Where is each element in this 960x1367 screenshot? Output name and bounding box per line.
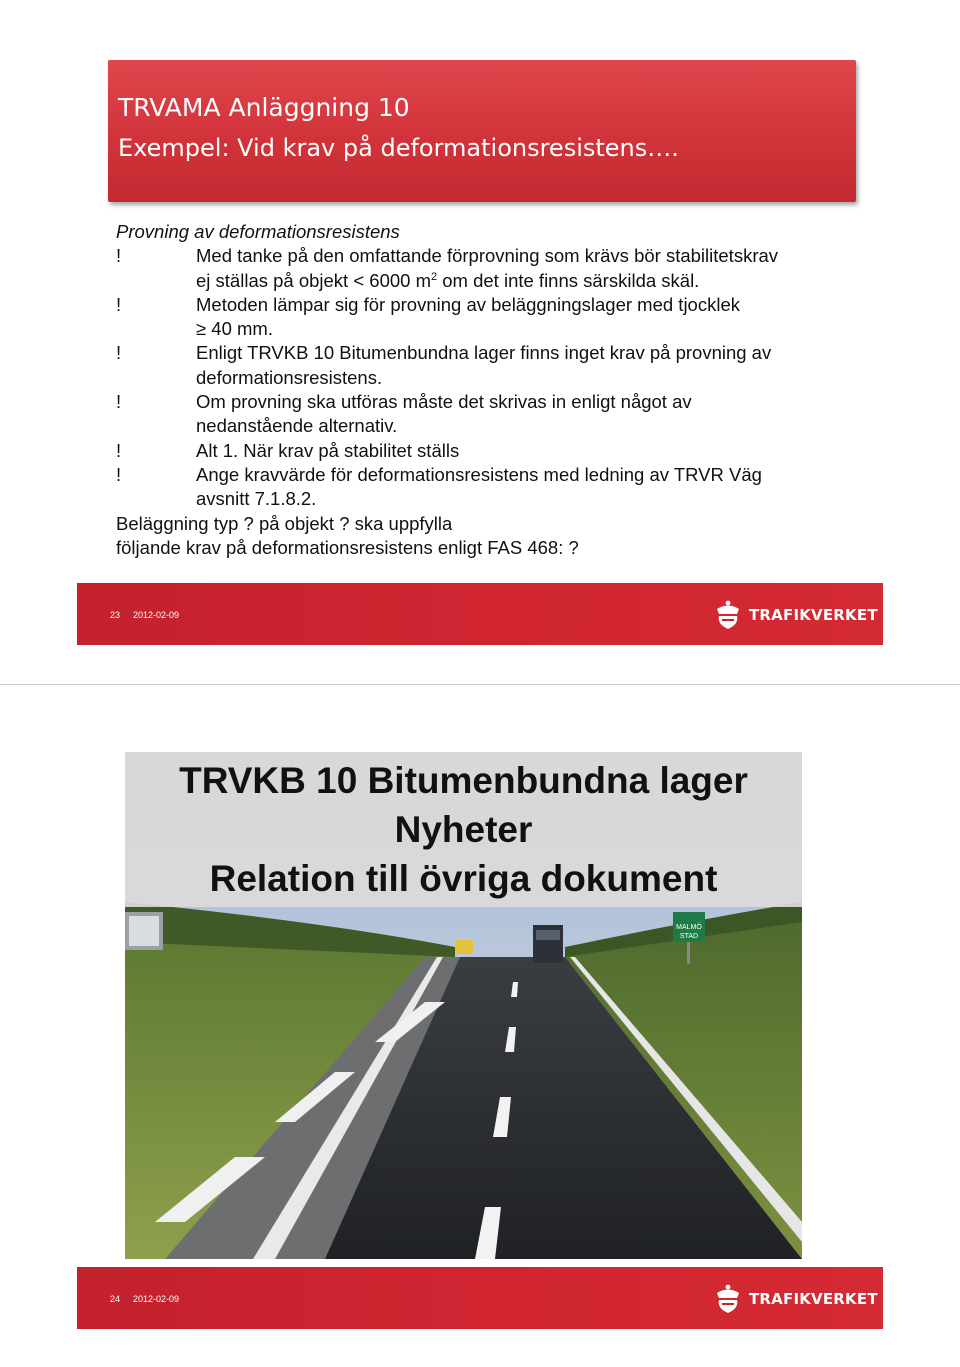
slide-subtitle: Exempel: Vid krav på deformationsresistens…. xyxy=(118,134,679,162)
road-sign-text: STAD xyxy=(679,933,699,940)
slide-footer xyxy=(77,583,883,645)
crown-icon xyxy=(713,1282,743,1314)
bullet-item: ! Enligt TRVKB 10 Bitumenbundna lager finns inget krav på provning av xyxy=(116,341,876,365)
slide-title: Nyheter xyxy=(394,809,533,850)
trafikverket-logo xyxy=(713,1280,883,1316)
slide-body xyxy=(116,220,876,560)
trafikverket-logo xyxy=(713,596,883,632)
page-divider xyxy=(0,684,960,685)
bullet-item: ! Alt 1. När krav på stabilitet ställs xyxy=(116,439,876,463)
slide-title: TRVAMA Anläggning 10 xyxy=(118,93,410,122)
section-heading: Provning av deformationsresistens xyxy=(116,221,400,242)
slide-date: 2012-02-09 xyxy=(133,610,180,620)
road-sign-text: MALMÖ xyxy=(676,924,702,931)
bullet-marker: ! xyxy=(116,245,122,267)
bullet-item: ! Ange kravvärde för deformationsresistens med ledning av TRVR Väg xyxy=(116,463,876,487)
page-number: 24 xyxy=(110,1294,121,1304)
bullet-marker: ! xyxy=(116,391,122,413)
slide-title: Relation till övriga dokument xyxy=(209,858,718,899)
bullet-item: ! Med tanke på den omfattande förprovning som krävs bör stabilitetskrav xyxy=(116,244,876,268)
slide-title: TRVKB 10 Bitumenbundna lager xyxy=(179,760,748,801)
bullet-item: ! Metoden lämpar sig för provning av beläggningslager med tjocklek xyxy=(116,293,876,317)
crown-icon xyxy=(713,598,743,630)
body-line: Beläggning typ ? på objekt ? ska uppfylla xyxy=(116,512,453,534)
bullet-marker: ! xyxy=(116,293,122,315)
bullet-continuation: ≥ 40 mm. xyxy=(196,318,273,340)
bullet-marker: ! xyxy=(116,463,122,485)
bullet-item: ! Om provning ska utföras måste det skrivas in enligt något av xyxy=(116,390,876,414)
page-number: 23 xyxy=(110,610,121,620)
bullet-continuation: deformationsresistens. xyxy=(196,366,383,388)
bullet-continuation: nedanstående alternativ. xyxy=(196,415,398,437)
bullet-continuation: avsnitt 7.1.8.2. xyxy=(196,488,317,510)
body-line: följande krav på deformationsresistens enligt FAS 468: ? xyxy=(116,536,579,558)
slide-title-box xyxy=(108,60,856,202)
logo-text: TRAFIKVERKET xyxy=(749,1290,878,1308)
slide-footer xyxy=(77,1267,883,1329)
bullet-marker: ! xyxy=(116,342,122,364)
bullet-marker: ! xyxy=(116,439,122,461)
logo-text: TRAFIKVERKET xyxy=(749,606,878,624)
slide-date: 2012-02-09 xyxy=(133,1294,180,1304)
road-photo xyxy=(125,752,802,1259)
bullet-continuation: ej ställas på objekt < 6000 $m^2$ om det inte finns särskilda skäl. xyxy=(196,269,700,291)
slide-title-box xyxy=(125,752,802,907)
